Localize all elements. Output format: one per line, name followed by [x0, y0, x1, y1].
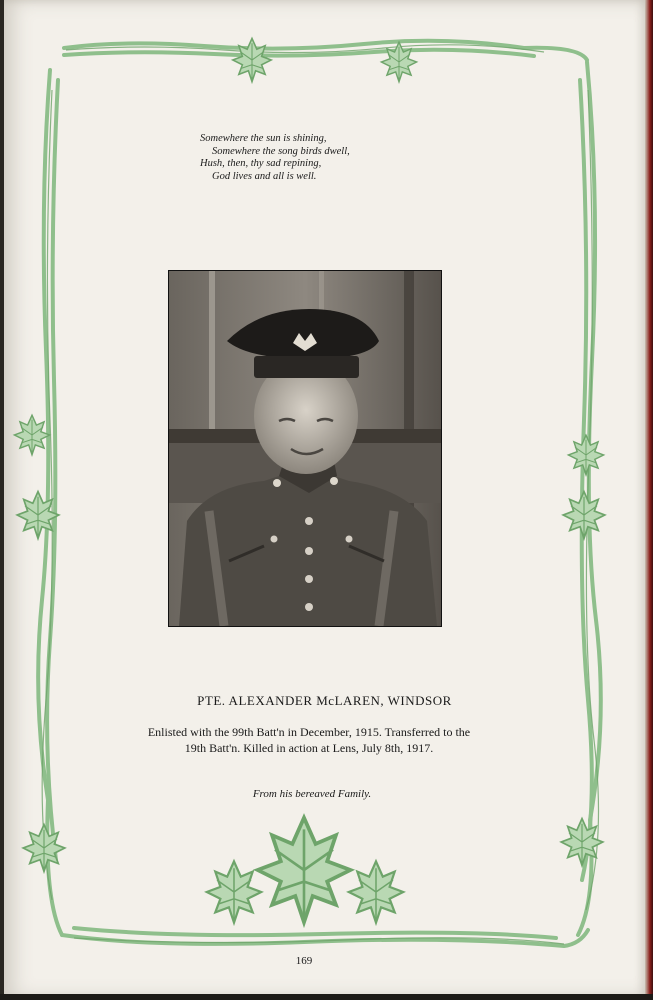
service-record-text: [89, 724, 529, 756]
book-edge-bottom: [0, 994, 653, 1000]
soldier-name-heading: PTE. ALEXANDER McLAREN, WINDSOR: [197, 693, 452, 708]
book-page: [4, 0, 645, 998]
poem-line: God lives and all is well.: [212, 170, 317, 182]
portrait-image: [169, 271, 441, 626]
poem-line: Somewhere the song birds dwell,: [212, 145, 350, 157]
dedication-text: From his bereaved Family.: [252, 788, 372, 800]
service-record-line: Enlisted with the 99th Batt'n in December, 1915. Transferred to the: [147, 725, 471, 739]
poem-line: Somewhere the sun is shining,: [200, 133, 327, 144]
memorial-poem: [200, 133, 440, 183]
poem-line: Hush, then, thy sad repining,: [200, 158, 322, 169]
service-record-line: 19th Batt'n. Killed in action at Lens, July 8th, 1917.: [184, 741, 434, 755]
soldier-portrait-photo: [168, 270, 442, 627]
page-number: 169: [295, 955, 313, 967]
book-edge-right: [645, 0, 653, 1000]
